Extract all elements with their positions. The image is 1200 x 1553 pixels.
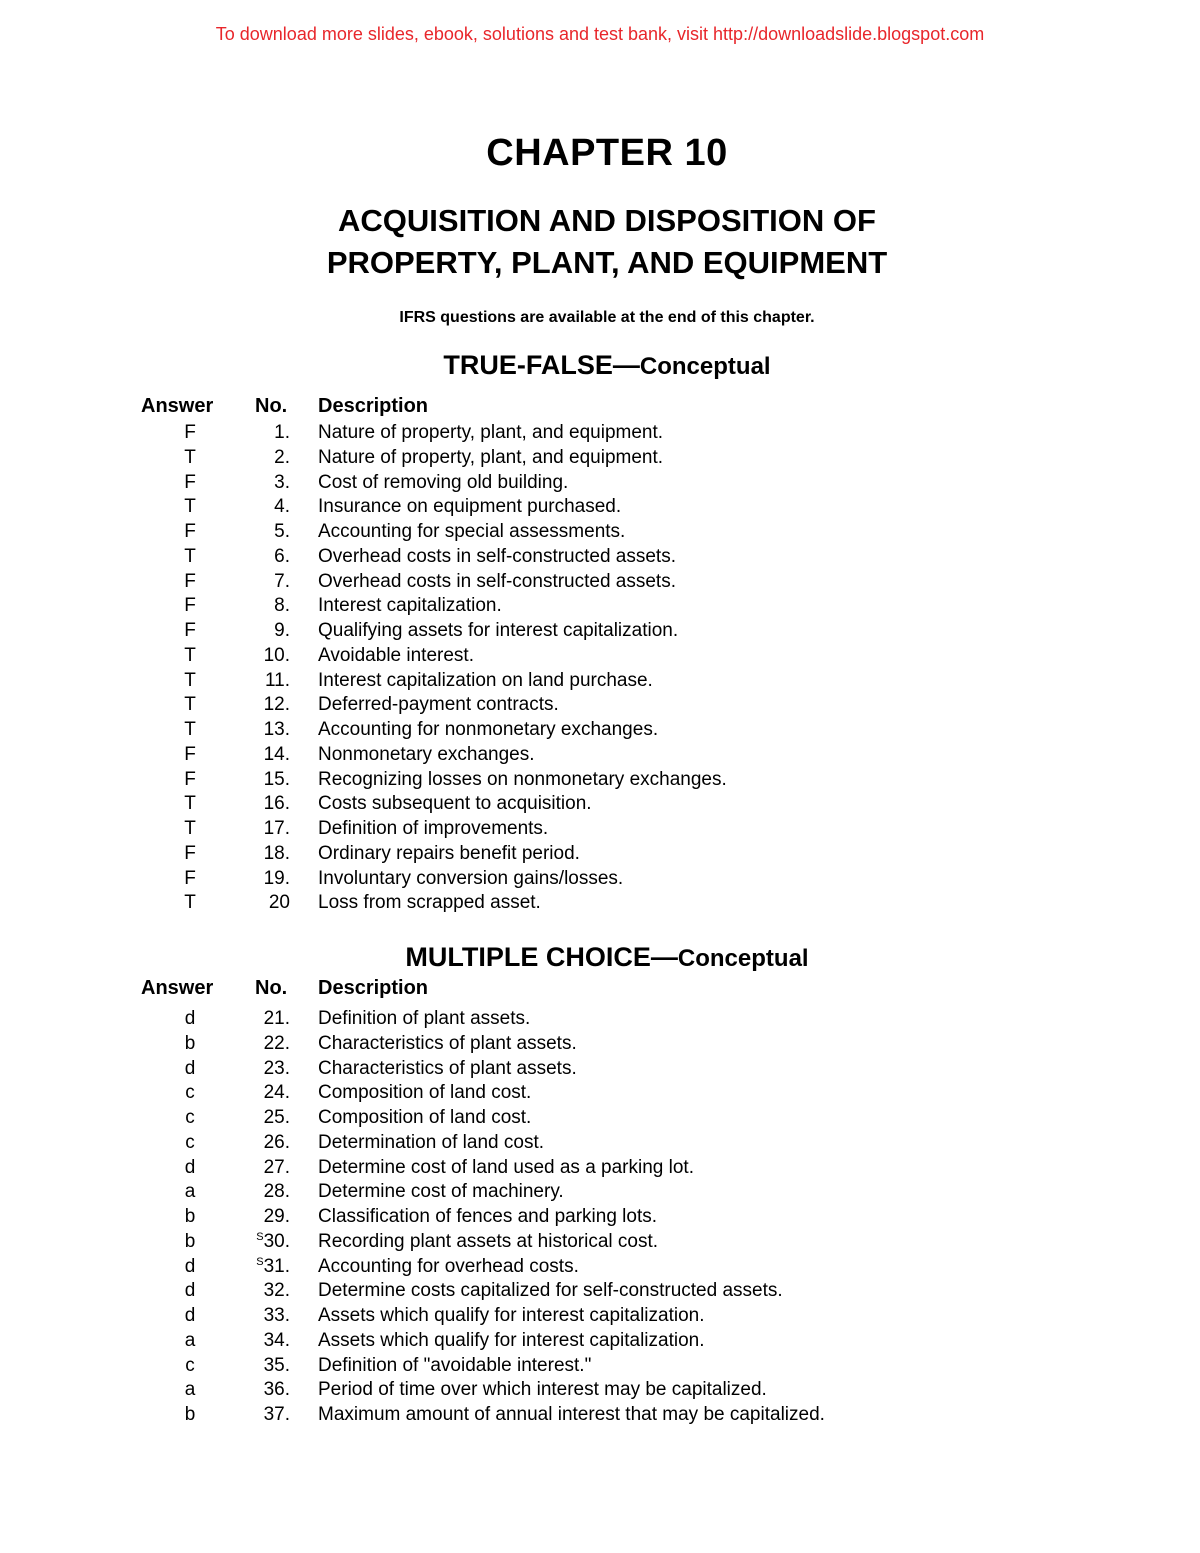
row-description: Nonmonetary exchanges. — [318, 743, 535, 765]
row-description: Maximum amount of annual interest that may be capitalized. — [318, 1404, 825, 1425]
row-description: Determine cost of machinery. — [318, 1181, 564, 1203]
row-number-superscript: S — [256, 1255, 264, 1268]
row-number — [230, 496, 290, 518]
row-answer: d — [184, 1008, 196, 1029]
row-description: Characteristics of plant assets. — [318, 1032, 577, 1054]
row-number — [230, 892, 290, 914]
row-number — [230, 1280, 290, 1302]
row-answer: T — [184, 793, 196, 815]
row-description: Nature of property, plant, and equipment. — [318, 422, 664, 443]
row-number-text: 3. — [274, 471, 290, 493]
row-answer: d — [184, 1305, 196, 1326]
row-answer: d — [184, 1156, 196, 1178]
row-number — [230, 521, 290, 543]
row-answer: F — [184, 471, 196, 493]
row-answer: F — [184, 743, 196, 765]
row-number — [230, 670, 290, 692]
row-number — [230, 1206, 290, 1228]
row-description: Recording plant assets at historical cost. — [318, 1230, 659, 1252]
row-answer: F — [184, 595, 196, 617]
row-number-text: 29. — [263, 1206, 290, 1227]
row-number-text: 15. — [263, 768, 290, 790]
row-number — [230, 1181, 290, 1203]
row-description: Costs subsequent to acquisition. — [318, 793, 592, 815]
row-number-text: 24. — [263, 1082, 290, 1104]
row-number-text: 33. — [263, 1305, 290, 1326]
row-number — [230, 571, 290, 593]
row-number-text: 31. — [263, 1255, 290, 1277]
row-answer: T — [184, 818, 196, 839]
row-description: Overhead costs in self-constructed assets. — [318, 545, 676, 567]
row-answer: T — [184, 496, 196, 518]
tf-header-description: Description — [318, 395, 429, 417]
row-number — [230, 1058, 290, 1080]
row-number — [230, 719, 290, 741]
row-number-text: 5. — [274, 521, 290, 542]
row-description: Assets which qualify for interest capitalization. — [318, 1305, 705, 1326]
row-description: Determine cost of land used as a parking lot. — [318, 1156, 694, 1178]
row-answer: b — [184, 1230, 196, 1252]
row-answer: d — [184, 1280, 196, 1302]
row-answer: T — [184, 446, 196, 468]
row-number-text: 26. — [263, 1131, 290, 1153]
row-number — [230, 1330, 290, 1352]
row-description: Overhead costs in self-constructed assets. — [318, 570, 676, 592]
row-number — [230, 769, 290, 791]
row-answer: b — [184, 1206, 196, 1227]
download-banner-link[interactable]: To download more slides, ebook, solutions and test bank, visit http://downloadslide.blogspot.com — [215, 24, 985, 44]
row-description: Period of time over which interest may be capitalized. — [318, 1379, 767, 1401]
multiple-choice-section-title — [0, 942, 1200, 973]
row-description: Interest capitalization on land purchase. — [318, 669, 653, 691]
row-number — [230, 843, 290, 865]
row-number-superscript: S — [256, 1230, 264, 1243]
true-false-subtitle: Conceptual — [639, 353, 771, 380]
row-number — [230, 422, 290, 444]
row-description: Assets which qualify for interest capitalization. — [318, 1329, 705, 1351]
row-number-text: 32. — [263, 1280, 290, 1302]
row-answer: c — [185, 1354, 195, 1376]
row-description: Definition of improvements. — [318, 818, 549, 839]
row-number-text: 11. — [264, 669, 290, 691]
tf-header-no: No. — [255, 395, 288, 417]
row-number-text: 35. — [263, 1354, 290, 1376]
row-answer: a — [184, 1379, 196, 1401]
row-number-text: 9. — [274, 620, 290, 641]
row-description: Composition of land cost. — [318, 1082, 532, 1104]
row-number-text: 28. — [263, 1181, 290, 1203]
row-number — [230, 1256, 290, 1278]
row-description: Qualifying assets for interest capitalization. — [318, 620, 679, 641]
row-description: Determination of land cost. — [318, 1131, 545, 1153]
row-number — [230, 595, 290, 617]
ifrs-note: IFRS questions are available at the end of this chapter. — [399, 309, 815, 326]
row-description: Ordinary repairs benefit period. — [318, 842, 580, 864]
row-answer: F — [184, 422, 196, 443]
row-description: Avoidable interest. — [318, 644, 474, 666]
row-number — [230, 694, 290, 716]
multiple-choice-dash: — — [650, 942, 678, 972]
row-number — [230, 447, 290, 469]
row-number-text: 13. — [263, 719, 290, 740]
true-false-dash: — — [612, 350, 640, 380]
row-description: Recognizing losses on nonmonetary exchanges. — [318, 768, 727, 790]
chapter-subtitle-line2: PROPERTY, PLANT, AND EQUIPMENT — [326, 245, 888, 280]
row-answer: T — [184, 669, 196, 691]
row-answer: T — [184, 694, 196, 716]
row-number — [230, 793, 290, 815]
row-number-text: 21. — [263, 1008, 290, 1029]
mc-header-no: No. — [255, 977, 288, 999]
row-description: Deferred-payment contracts. — [318, 694, 559, 716]
chapter-subtitle — [0, 200, 1200, 284]
mc-header-answer: Answer — [141, 977, 214, 999]
row-answer: a — [184, 1181, 196, 1203]
row-description: Insurance on equipment purchased. — [318, 496, 622, 518]
row-answer: b — [184, 1032, 196, 1054]
row-description: Nature of property, plant, and equipment. — [318, 446, 664, 468]
multiple-choice-subtitle: Conceptual — [677, 945, 809, 972]
row-answer: F — [184, 570, 196, 592]
row-number — [230, 1033, 290, 1055]
row-number-text: 19. — [263, 867, 290, 889]
row-number — [230, 1107, 290, 1129]
row-number — [230, 546, 290, 568]
row-description: Cost of removing old building. — [318, 471, 569, 493]
row-number-text: 20 — [268, 892, 290, 914]
row-number-text: 23. — [263, 1057, 290, 1079]
row-description: Definition of "avoidable interest." — [318, 1354, 592, 1376]
row-answer: T — [184, 719, 196, 740]
row-number — [230, 1132, 290, 1154]
row-answer: F — [184, 620, 196, 641]
row-number — [230, 1231, 290, 1253]
row-answer: T — [184, 545, 196, 567]
row-number-text: 16. — [263, 793, 290, 815]
row-answer: F — [184, 768, 196, 790]
row-description: Loss from scrapped asset. — [318, 892, 541, 914]
tf-header-answer: Answer — [141, 395, 214, 417]
row-answer: d — [184, 1255, 196, 1277]
row-description: Involuntary conversion gains/losses. — [318, 867, 624, 889]
row-number-text: 36. — [263, 1379, 290, 1401]
row-description: Accounting for nonmonetary exchanges. — [318, 719, 659, 740]
row-number-text: 1. — [274, 422, 290, 443]
row-number-text: 34. — [263, 1329, 290, 1351]
chapter-subtitle-line1: ACQUISITION AND DISPOSITION OF — [338, 203, 876, 238]
row-number-text: 22. — [263, 1032, 290, 1054]
row-number — [230, 818, 290, 840]
row-answer: F — [184, 521, 196, 542]
row-number-text: 18. — [263, 842, 290, 864]
row-answer: F — [184, 842, 196, 864]
row-answer: c — [185, 1131, 195, 1153]
row-number — [230, 1379, 290, 1401]
row-answer: a — [184, 1329, 196, 1351]
row-description: Definition of plant assets. — [318, 1008, 531, 1029]
chapter-title: CHAPTER 10 — [486, 132, 728, 174]
row-number-text: 7. — [274, 570, 290, 592]
row-description: Composition of land cost. — [318, 1107, 532, 1128]
row-number — [230, 620, 290, 642]
row-number-text: 2. — [274, 446, 290, 468]
row-number — [230, 1404, 290, 1426]
row-number-text: 17. — [263, 818, 290, 839]
row-number — [230, 1157, 290, 1179]
true-false-title: TRUE-FALSE — [443, 350, 613, 380]
row-number-text: 37. — [263, 1404, 290, 1425]
row-description: Interest capitalization. — [318, 595, 502, 617]
row-number — [230, 645, 290, 667]
row-number-text: 10. — [263, 644, 290, 666]
row-number — [230, 1305, 290, 1327]
row-number-text: 6. — [274, 545, 290, 567]
row-description: Classification of fences and parking lots. — [318, 1206, 658, 1227]
row-number — [230, 868, 290, 890]
row-number — [230, 472, 290, 494]
row-description: Accounting for special assessments. — [318, 521, 626, 542]
row-answer: c — [185, 1107, 195, 1128]
row-number — [230, 1082, 290, 1104]
row-answer: T — [184, 892, 196, 914]
true-false-section-title — [0, 350, 1200, 381]
row-number — [230, 744, 290, 766]
row-number-text: 25. — [263, 1107, 290, 1128]
row-number-text: 4. — [274, 496, 290, 518]
row-answer: c — [185, 1082, 195, 1104]
multiple-choice-title: MULTIPLE CHOICE — [405, 942, 651, 972]
row-description: Characteristics of plant assets. — [318, 1057, 577, 1079]
row-answer: d — [184, 1057, 196, 1079]
row-number-text: 27. — [263, 1156, 290, 1178]
row-number — [230, 1008, 290, 1030]
row-description: Accounting for overhead costs. — [318, 1255, 579, 1277]
row-number-text: 14. — [263, 743, 290, 765]
row-answer: F — [184, 867, 196, 889]
row-answer: T — [184, 644, 196, 666]
row-answer: b — [184, 1404, 196, 1425]
row-number-text: 30. — [263, 1230, 290, 1252]
row-number — [230, 1355, 290, 1377]
row-number-text: 12. — [263, 694, 290, 716]
mc-header-description: Description — [318, 977, 429, 999]
row-number-text: 8. — [274, 595, 290, 617]
row-description: Determine costs capitalized for self-constructed assets. — [318, 1280, 783, 1302]
